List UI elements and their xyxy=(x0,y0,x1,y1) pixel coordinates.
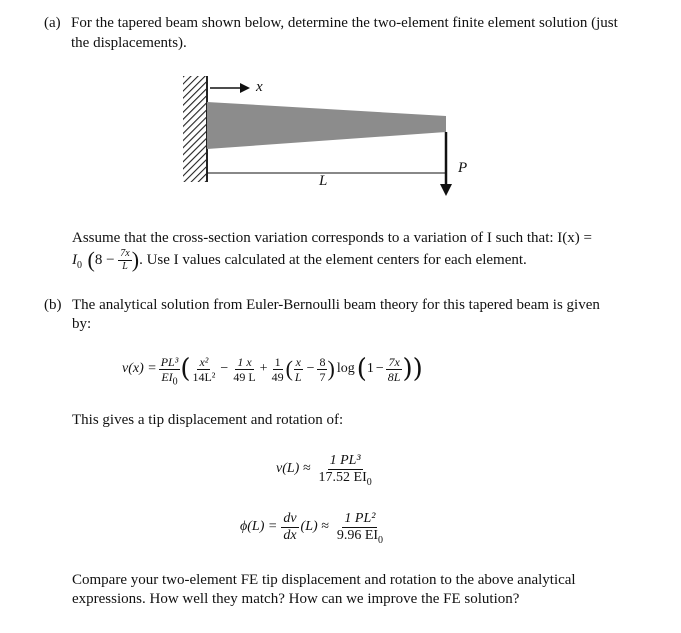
assumption-frac-num: 7x xyxy=(120,247,130,259)
tip-rotation-equation xyxy=(240,507,385,547)
closing-line1: Compare your two-element FE tip displacement and rotation to the above analytical xyxy=(72,572,576,588)
eq-pre-den: EI xyxy=(161,369,173,384)
eq-t1-den: 14L² xyxy=(192,369,216,384)
eq-minus-3: − xyxy=(375,361,384,376)
i0-symbol: I xyxy=(72,251,77,268)
tip-rot-num: 1 PL² xyxy=(344,510,376,526)
tip-displacement-equation xyxy=(276,449,374,489)
eq-t1-num: x² xyxy=(199,354,209,369)
load-arrowhead xyxy=(440,184,452,196)
tip-intro: This gives a tip displacement and rotation of: xyxy=(72,412,344,428)
tip-rot-mid: (L) ≈ xyxy=(300,519,329,534)
eq-t4-den: L xyxy=(294,369,302,384)
tip-rot-den-sub: 0 xyxy=(378,534,384,546)
assumption-frac-den: L xyxy=(122,260,128,272)
tip-rot-d-den: dx xyxy=(283,527,297,543)
eq-minus-2: − xyxy=(306,361,315,376)
eq-t2-num: 1 x xyxy=(237,354,252,369)
assumption-line2: $I_0$ ( 8 − $\frac{7x}{L}$ ) . Use I values calculated at the element centers for each element. xyxy=(72,247,527,272)
x-axis-label: x xyxy=(256,79,263,95)
part-b-line2: by: xyxy=(72,316,92,332)
eq-t3-num: 1 xyxy=(274,354,281,369)
tapered-beam xyxy=(207,102,446,149)
eq-plus: + xyxy=(259,361,268,376)
analytical-equation: v(x) = $\frac{\text{PL³}}{EI_0}$ ( $\frac{\text{x²}}{\text{14L²}}$ − $\frac{1 x}{49 L}$ + $\frac{1}{49}$ ( $\frac{x}{L}$ − $\frac{8}{7}$ ) log ( 1 − $\frac{7x}{8L}$ )) xyxy=(122,354,423,387)
tip-disp-lhs: v(L) ≈ xyxy=(276,461,311,476)
assumption-line1: Assume that the cross-section variation corresponds to a variation of I such that: I(x) = xyxy=(72,230,592,246)
eq-t2-den: 49 L xyxy=(233,369,256,384)
length-label: L xyxy=(319,173,328,189)
assumption-eight: 8 xyxy=(94,251,103,268)
tip-disp-den-sub: 0 xyxy=(366,476,372,488)
tip-disp-num: 1 PL³ xyxy=(329,452,361,468)
eq-one: 1 xyxy=(366,361,374,376)
load-label: P xyxy=(458,160,468,176)
fixed-wall-support xyxy=(183,76,207,182)
eq-t4-num: x xyxy=(295,354,301,369)
x-axis-arrowhead xyxy=(240,83,250,93)
eq-pre-num: PL³ xyxy=(160,354,179,369)
part-a-line2: the displacements). xyxy=(71,35,187,51)
eq-t6-num: 7x xyxy=(388,354,400,369)
part-b-label: (b) xyxy=(44,297,62,313)
eq-t5-den: 7 xyxy=(319,369,326,384)
closing-line2: expressions. How well they match? How can we improve the FE solution? xyxy=(72,591,520,607)
eq-lhs: v(x) = xyxy=(122,361,157,376)
eq-t6-den: 8L xyxy=(387,369,401,384)
tip-disp-den: 17.52 EI xyxy=(318,469,367,485)
eq-t5-num: 8 xyxy=(319,354,326,369)
part-a-label: (a) xyxy=(44,15,61,31)
tip-rot-d-num: dv xyxy=(283,510,297,526)
tip-rot-lhs: ϕ(L) = xyxy=(240,519,278,534)
eq-t3-den: 49 xyxy=(271,369,284,384)
assumption-rest: . Use I values calculated at the element centers for each element. xyxy=(139,251,527,268)
i0-subscript: 0 xyxy=(77,259,82,271)
tip-rot-den: 9.96 EI xyxy=(336,527,379,543)
eq-minus: − xyxy=(220,361,229,376)
part-a-line1: For the tapered beam shown below, determine the two-element finite element solution (just xyxy=(71,15,618,31)
assumption-minus: − xyxy=(106,251,115,268)
part-b-line1: The analytical solution from Euler-Bernoulli beam theory for this tapered beam is given xyxy=(72,297,600,313)
eq-pre-den-sub: 0 xyxy=(172,375,178,387)
eq-log: log xyxy=(336,361,355,376)
